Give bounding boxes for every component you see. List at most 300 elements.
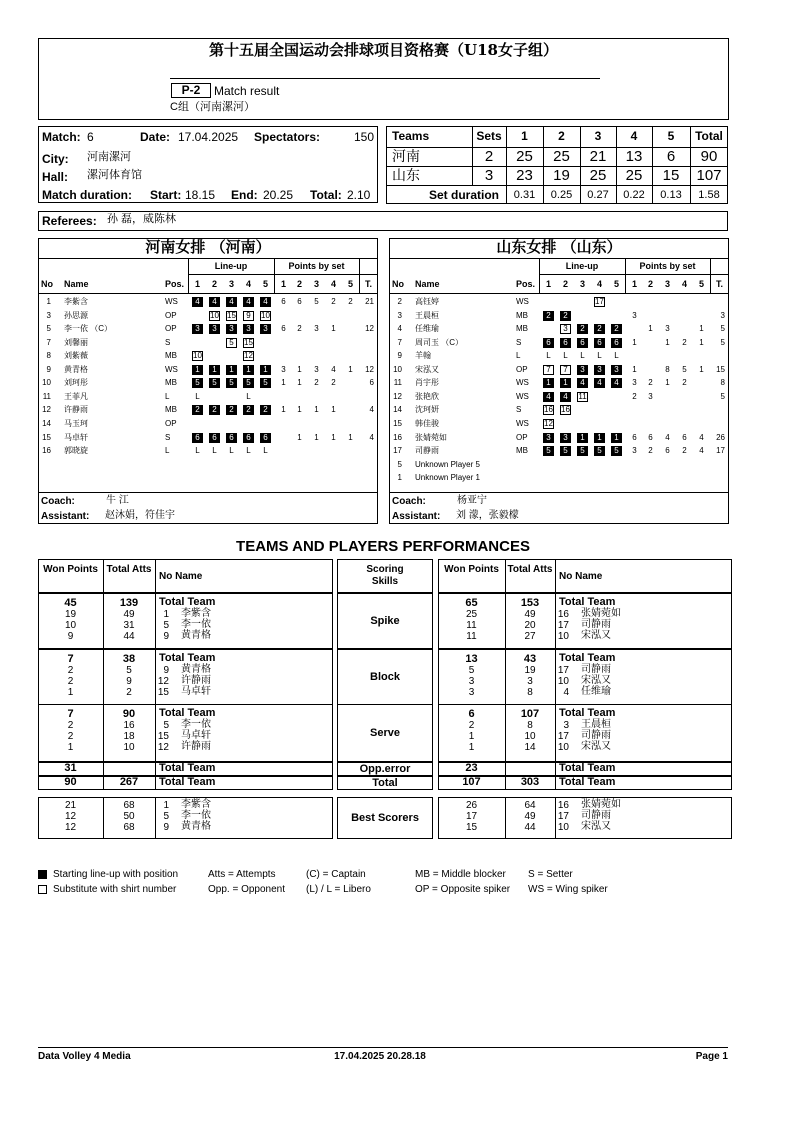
lineup-mark: 1 [226,365,237,375]
best-attempts: 44 [524,822,536,833]
score-team-name: 河南 [392,148,420,164]
legend-op: OP = Opposite spiker [415,884,511,895]
performances-title: TEAMS AND PLAYERS PERFORMANCES [236,538,530,555]
set-duration: 0.13 [660,189,682,201]
lineup-mark: L [614,351,619,360]
lineup-mark: 12 [244,351,253,360]
set-points: 2 [632,392,637,401]
player-position: OP [516,365,528,374]
lineup-mark: 10 [193,351,202,360]
report-type: Match result [214,84,280,98]
player-name: 王菲凡 [64,392,88,401]
player-won-points: 2 [67,665,74,676]
player-number: 3 [397,311,402,320]
player-position: WS [516,419,529,428]
lineup-header: Line-up [565,261,599,271]
set-points: 2 [682,446,687,455]
legend-setter: S = Setter [528,869,573,880]
score-sets-won: 3 [484,167,494,184]
hall-value: 漯河体育馆 [87,169,142,181]
player-name: 李一依 [181,619,211,630]
points-set-header: 4 [681,279,687,289]
skill-name: Block [370,671,400,683]
lineup-mark: 6 [611,338,622,348]
team-attempts: 153 [520,597,540,609]
player-attempts: 19 [524,665,536,676]
set-points: 1 [314,433,319,442]
lineup-set-header: 1 [194,279,200,289]
set-points: 2 [648,378,653,387]
player-name: 羊翰 [415,351,431,360]
score-teams-header: Teams [392,129,430,143]
set-points: 1 [297,433,302,442]
player-name: 周司玉 （C） [415,338,463,347]
lineup-mark: 5 [226,338,237,348]
player-name: Unknown Player 1 [415,473,480,482]
total-atts-header-left: Total Atts [106,564,152,575]
lineup-mark: 7 [543,365,554,375]
set-duration-total: 1.58 [698,189,720,201]
player-name: 肖宇彤 [415,378,439,387]
player-position: OP [165,324,177,333]
city-value: 河南漯河 [87,151,131,163]
lineup-mark: 3 [243,324,254,334]
lineup-mark: 4 [192,297,203,307]
lineup-mark: 4 [243,297,254,307]
player-number: 16 [42,446,51,455]
player-name: 黄青格 [181,630,211,641]
player-number: 1 [46,297,51,306]
score-set-points: 25 [589,167,607,184]
lineup-mark: 7 [560,365,571,375]
perf-col-line [155,762,156,776]
score-set-header: 3 [594,129,602,143]
player-position: S [516,405,522,414]
player-number: 4 [397,324,402,333]
lineup-set-header: 3 [579,279,585,289]
player-position: WS [516,378,529,387]
total-value: 2.10 [347,188,371,202]
lineup-mark: 11 [578,392,587,401]
player-total: 15 [716,365,725,374]
player-number: 11 [393,378,402,387]
lineup-mark: 5 [260,378,271,388]
player-attempts: 8 [527,720,533,731]
legend-libero: (L) / L = Libero [306,884,371,895]
player-name: 马卓轩 [64,433,88,442]
best-shirt-number: 5 [163,811,169,822]
report-code: P-2 [171,83,211,98]
player-position: OP [165,419,177,428]
player-total: 26 [716,433,725,442]
score-sets-header: Sets [476,129,502,143]
no-header: No [41,279,53,289]
perf-col-line [555,776,556,790]
player-name: 任维瑜 [415,324,439,333]
set-points: 1 [297,378,302,387]
lineup-mark: 1 [192,365,203,375]
set-duration: 0.31 [513,189,536,201]
score-set-header: 2 [558,129,565,143]
lineup-mark: 3 [594,365,605,375]
lineup-set-header: 2 [211,279,217,289]
player-attempts: 8 [527,687,533,698]
player-shirt-number: 4 [563,687,569,698]
player-position: S [165,338,171,347]
player-attempts: 31 [123,620,135,631]
lineup-set-header: 1 [545,279,551,289]
player-name: 李紫含 [64,297,88,306]
roster-line [389,258,729,259]
perf-col-line [155,776,156,790]
player-name: 马卓轩 [181,730,211,741]
won-points-header-left: Won Points [43,564,98,575]
lineup-mark: 5 [543,446,554,456]
player-number: 15 [393,419,402,428]
player-position: OP [165,311,177,320]
player-position: L [165,446,170,455]
score-set-points: 25 [516,148,533,165]
lineup-mark: 5 [594,446,605,456]
player-name: 王晨桓 [581,719,611,730]
score-sets-won: 2 [484,148,494,165]
score-set-points: 13 [625,148,643,165]
lineup-set-header: 3 [228,279,234,289]
player-position: MB [516,324,528,333]
lineup-mark: 1 [243,365,254,375]
player-name: 任维瑜 [581,686,611,697]
no-header: No [392,279,404,289]
player-position: MB [165,351,177,360]
roster-line [38,258,378,259]
pos-header: Pos. [516,279,536,289]
player-position: WS [516,392,529,401]
player-won-points: 1 [468,742,475,753]
best-attempts: 68 [123,822,135,833]
player-won-points: 2 [67,676,74,687]
total-team-label: Total Team [159,762,216,774]
lineup-mark: 4 [543,392,554,402]
lineup-mark: 4 [594,378,605,388]
player-number: 2 [397,297,402,306]
total-label: Total [372,777,398,789]
player-won-points: 10 [64,620,77,631]
player-total: 5 [720,338,725,347]
set-points: 1 [699,338,704,347]
set-points: 2 [297,324,302,333]
set-points: 6 [281,297,286,306]
points-set-header: 2 [647,279,653,289]
total-won-right: 107 [462,776,481,788]
set-points: 6 [682,433,687,442]
player-name: 王晨桓 [415,311,439,320]
player-position: S [165,433,171,442]
match-number: 6 [87,130,94,144]
player-won-points: 5 [468,665,475,676]
footer-rule [38,1047,728,1048]
player-attempts: 44 [123,631,135,642]
lineup-mark: 6 [560,338,571,348]
lineup-mark: 2 [243,405,254,415]
player-name: 宋泓又 [581,675,611,686]
player-number: 15 [42,433,51,442]
score-row-line [386,185,728,186]
player-won-points: 1 [468,731,475,742]
spectators-label: Spectators: [254,130,321,144]
set-points: 6 [297,297,302,306]
legend-start: Starting line-up with position [53,869,179,880]
lineup-mark: 6 [260,433,271,443]
player-won-points: 2 [468,720,475,731]
player-position: S [516,338,522,347]
lineup-mark: 1 [594,433,605,443]
player-won-points: 3 [468,687,475,698]
set-points: 4 [331,365,336,374]
player-attempts: 14 [524,742,536,753]
player-shirt-number: 16 [557,609,569,620]
lineup-mark: 3 [192,324,203,334]
player-position: MB [516,446,528,455]
player-name: 宋泓又 [581,741,611,752]
best-scorers-label: Best Scorers [351,812,419,824]
set-points: 1 [665,378,670,387]
match-label: Match: [42,130,81,144]
start-label: Start: [150,188,182,202]
player-number: 5 [397,460,402,469]
lineup-mark: 16 [544,405,553,414]
player-name: 李一依 [181,719,211,730]
player-name: 司静雨 [581,619,611,630]
lineup-mark: 17 [595,297,604,306]
points-set-header: 3 [313,279,319,289]
set-points: 5 [682,365,687,374]
lineup-mark: 2 [192,405,203,415]
player-won-points: 19 [64,609,77,620]
coach-name: 杨亚宁 [457,495,487,506]
team-won-points: 45 [64,597,77,609]
team-won-points: 7 [67,708,74,720]
player-number: 3 [46,311,51,320]
team-won-points: 7 [67,653,74,665]
set-points: 3 [665,324,670,333]
points-set-header: 1 [280,279,286,289]
lineup-mark: 4 [577,378,588,388]
set-duration: 0.27 [587,189,609,201]
no-name-header-right: No Name [559,571,603,582]
best-shirt-number: 1 [163,800,169,811]
player-position: MB [165,405,177,414]
points-set-header: 3 [664,279,670,289]
score-set-points: 25 [625,167,643,184]
set-points: 3 [314,324,319,333]
player-name: 马卓轩 [181,686,211,697]
player-name: 许静雨 [181,675,211,686]
player-number: 10 [393,365,402,374]
best-player-name: 李紫含 [181,799,211,810]
lineup-mark: 3 [560,324,571,334]
header-rule [170,78,600,79]
player-shirt-number: 10 [557,742,569,753]
hall-label: Hall: [42,170,69,184]
player-shirt-number: 15 [157,687,169,698]
player-attempts: 3 [527,676,533,687]
lineup-mark: L [212,446,217,455]
no-name-header-left: No Name [159,571,203,582]
opp-error-left: 31 [64,762,77,774]
best-shirt-number: 17 [557,811,569,822]
player-won-points: 11 [466,631,477,642]
roster-line [38,492,378,493]
player-won-points: 2 [67,720,74,731]
set-points: 4 [699,433,704,442]
set-points: 1 [331,433,336,442]
team-won-points: 6 [468,708,475,720]
lineup-mark: 3 [226,324,237,334]
player-attempts: 18 [123,731,135,742]
lineup-mark: L [195,446,200,455]
player-attempts: 49 [524,609,536,620]
pos-header: Pos. [165,279,185,289]
player-name: 宋泓又 [415,365,439,374]
best-won-points: 21 [64,800,77,811]
player-position: MB [516,311,528,320]
lineup-mark: 3 [260,324,271,334]
skill-name: Serve [370,727,400,739]
roster-line [539,274,729,275]
perf-col-line [555,762,556,776]
referees-value: 孙 磊，威陈林 [107,213,177,225]
referees-label: Referees: [42,214,97,228]
team-won-points: 65 [465,597,478,609]
points-set-header: 1 [631,279,637,289]
set-points: 2 [648,446,653,455]
best-won-points: 17 [465,811,478,822]
player-name: 司静雨 [581,730,611,741]
set-points: 3 [281,365,286,374]
total-team-label: Total Team [159,652,216,664]
best-shirt-number: 9 [163,822,169,833]
player-attempts: 10 [123,742,135,753]
end-label: End: [231,188,258,202]
player-total: 17 [716,446,725,455]
player-position: L [516,351,521,360]
player-attempts: 20 [524,620,536,631]
lineup-mark: 2 [577,324,588,334]
total-team-label: Total Team [559,762,616,774]
total-atts-right: 303 [520,776,540,788]
player-number: 17 [393,446,402,455]
score-set-header: 5 [667,129,675,143]
player-name: 韩佳骏 [415,419,439,428]
player-total: 5 [720,324,725,333]
set-points: 1 [297,405,302,414]
lineup-mark: 6 [243,433,254,443]
lineup-mark: 6 [192,433,203,443]
player-number: 10 [42,378,51,387]
player-number: 12 [42,405,51,414]
best-won-points: 26 [465,800,478,811]
best-attempts: 50 [123,811,135,822]
player-number: 14 [393,405,402,414]
points-set-header: 4 [330,279,336,289]
lineup-mark: 6 [209,433,220,443]
name-header: Name [415,279,440,289]
player-total: 4 [369,433,374,442]
coach-label: Coach: [392,496,426,507]
coach-label: Coach: [41,496,75,507]
player-position: WS [165,297,178,306]
player-name: 宋泓又 [581,630,611,641]
player-shirt-number: 9 [163,665,169,676]
player-name: 沈珂妍 [415,405,439,414]
player-attempts: 9 [126,676,132,687]
set-points: 1 [699,365,704,374]
legend-mb: MB = Middle blocker [415,869,506,880]
lineup-mark: L [246,392,251,401]
player-shirt-number: 10 [557,676,569,687]
lineup-mark: 16 [561,405,570,414]
lineup-mark: 1 [611,433,622,443]
set-points: 6 [632,433,637,442]
player-number: 5 [46,324,51,333]
player-won-points: 11 [466,620,477,631]
set-points: 1 [281,378,286,387]
lineup-mark: 4 [209,297,220,307]
perf-col-line [103,762,104,776]
lineup-mark: L [246,446,251,455]
lineup-mark: 5 [192,378,203,388]
lineup-mark: 4 [226,297,237,307]
player-won-points: 1 [67,687,74,698]
player-name: 刘珂彤 [64,378,88,387]
legend-sub: Substitute with shirt number [53,884,177,895]
won-points-header-right: Won Points [444,564,499,575]
perf-col-line [505,762,506,776]
total-team-label: Total Team [159,596,216,608]
set-points: 6 [648,433,653,442]
player-shirt-number: 10 [557,631,569,642]
lineup-mark: 1 [543,378,554,388]
team-name: 河南女排 （河南） [145,238,271,256]
set-points: 3 [314,365,319,374]
total-team-label: Total Team [559,652,616,664]
player-shirt-number: 3 [563,720,569,731]
team-attempts: 90 [122,708,136,720]
lineup-mark: 6 [226,433,237,443]
team-name: 山东女排 （山东） [496,238,622,256]
score-total-header: Total [695,129,723,143]
player-name: 刘馨丽 [64,338,88,347]
player-number: 11 [42,392,51,401]
page-title: 第十五届全国运动会排球项目资格赛（U18女子组） [209,41,558,59]
set-points: 4 [699,446,704,455]
perf-col-line [155,559,156,593]
score-total-points: 107 [696,167,722,184]
lineup-mark: 1 [560,378,571,388]
best-shirt-number: 16 [557,800,569,811]
date-label: Date: [140,130,171,144]
legend-start-box [38,870,47,879]
player-number: 7 [46,338,51,347]
player-number: 8 [46,351,51,360]
player-total: 5 [720,392,725,401]
player-name: 高钰婷 [415,297,439,306]
lineup-mark: 10 [261,311,270,320]
player-name: 郭晓旋 [64,446,88,455]
footer-timestamp: 17.04.2025 20.28.18 [334,1051,426,1062]
score-total-points: 90 [700,148,718,165]
player-position: L [165,392,170,401]
